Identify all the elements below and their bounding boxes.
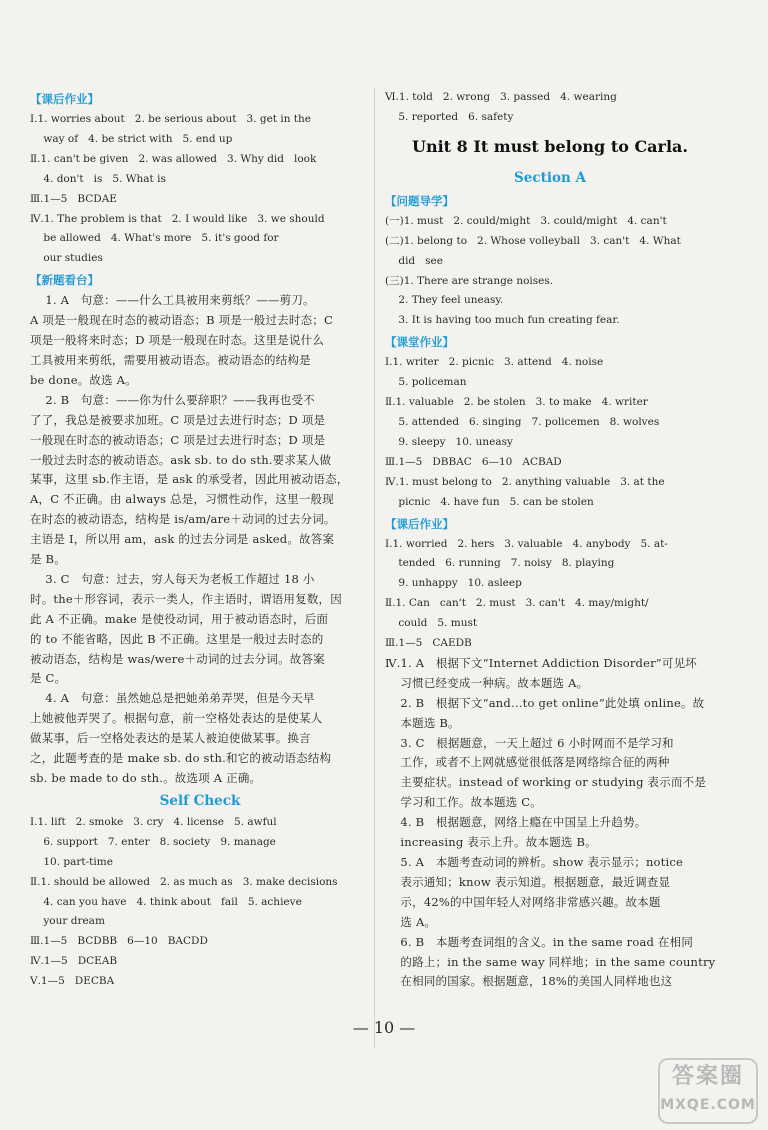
answer-line: Ⅰ.1. worried 2. hers 3. valuable 4. anybody 5. at- xyxy=(385,537,668,550)
answer-line: 9. sleepy 10. uneasy xyxy=(385,435,513,448)
answer-line: (二)1. belong to 2. Whose volleyball 3. can't 4. What xyxy=(385,234,681,247)
explanation-line: A，C 不正确。由 always 总是，习惯性动作，这里一般现 xyxy=(30,492,334,507)
explanation-line: 了了，我总是被要求加班。C 项是过去进行时态；D 项是 xyxy=(30,412,326,427)
explanation-line: 工作，或者不上网就感觉很低落是网络综合征的两种 xyxy=(385,755,670,770)
explanation-line: 6. B 本题考查词组的含义。in the same road 在相同 xyxy=(385,934,694,949)
answer-line: 9. unhappy 10. asleep xyxy=(385,577,522,590)
answer-line: Ⅲ.1—5 BCDBB 6—10 BACDD xyxy=(30,935,208,948)
answer-line: Ⅵ.1. told 2. wrong 3. passed 4. wearing xyxy=(385,91,617,103)
answer-line: Ⅱ.1. Can can't 2. must 3. can't 4. may/might/ xyxy=(385,597,649,610)
explanation-line: A 项是一般现在时态的被动语态；B 项是一般过去时态；C xyxy=(30,313,333,328)
section-tag: 【问题导学】 xyxy=(385,193,454,208)
section-tag: 【课后作业】 xyxy=(385,516,454,531)
unit-title: Unit 8 It must belong to Carla. xyxy=(412,136,688,156)
section-tag: 【新题看台】 xyxy=(30,273,99,288)
answer-line: did see xyxy=(385,254,443,267)
explanation-line: 4. B 根据题意，网络上瘾在中国呈上升趋势。 xyxy=(385,815,647,830)
answer-line: 4. don't is 5. What is xyxy=(30,172,166,185)
answer-line: Ⅰ.1. writer 2. picnic 3. attend 4. noise xyxy=(385,356,604,369)
explanation-line: 学习和工作。故本题选 C。 xyxy=(385,795,542,810)
answer-line: way of 4. be strict with 5. end up xyxy=(30,132,233,145)
explanation-line: 被动语态，结构是 was/were＋动词的过去分词。故答案 xyxy=(30,651,325,666)
explanation-line: 一般现在时态的被动语态；C 项是过去进行时态；D 项是 xyxy=(30,432,326,447)
explanation-line: 时。the＋形容词，表示一类人，作主语时，谓语用复数，因 xyxy=(30,591,342,606)
explanation-line: 主语是 I，所以用 am，ask 的过去分词是 asked。故答案 xyxy=(30,532,335,547)
answer-line: Ⅳ.1. The problem is that 2. I would like 3. we should xyxy=(30,212,325,225)
watermark-logo xyxy=(658,1058,758,1124)
explanation-line: 上她被他弄哭了。根据句意，前一空格处表达的是使某人 xyxy=(30,711,323,726)
explanation-line: 主要症状。instead of working or studying 表示而不是 xyxy=(385,775,707,790)
section-title: Section A xyxy=(514,169,586,186)
explanation-line: 1. A 句意：——什么工具被用来剪纸？——剪刀。 xyxy=(30,293,315,308)
answer-line: Ⅰ.1. lift 2. smoke 3. cry 4. license 5. awful xyxy=(30,815,277,828)
answer-line: Ⅳ.1—5 DCEAB xyxy=(30,955,118,968)
answer-line: Ⅲ.1—5 DBBAC 6—10 ACBAD xyxy=(385,455,562,468)
explanation-line: 的 to 不能省略，因此 B 不正确。这里是一般过去时态的 xyxy=(30,631,324,646)
section-tag: 【课堂作业】 xyxy=(385,335,454,350)
answer-line: 5. policeman xyxy=(385,376,467,389)
right-column xyxy=(385,88,715,992)
explanation-line: 在时态的被动语态，结构是 is/am/are＋动词的过去分词。 xyxy=(30,512,336,527)
explanation-line: sb. be made to do sth.。故选项 A 正确。 xyxy=(30,771,262,785)
section-title: Self Check xyxy=(159,792,241,809)
explanation-line: 在相同的国家。根据题意，18%的美国人同样地也这 xyxy=(385,974,673,989)
explanation-line: 2. B 句意：——你为什么要辞职？——我再也受不 xyxy=(30,392,315,407)
answer-line: your dream xyxy=(30,915,105,928)
answer-line: could 5. must xyxy=(385,617,478,630)
explanation-line: 是 B。 xyxy=(30,552,66,567)
answer-line: our studies xyxy=(30,252,103,265)
explanation-line: 某事，这里 sb.作主语，是 ask 的承受者，因此用被动语态， xyxy=(30,472,349,487)
answer-line: Ⅱ.1. should be allowed 2. as much as 3. make decisions xyxy=(30,875,338,888)
explanation-line: Ⅳ.1. A 根据下文“Internet Addiction Disorder”可见坏 xyxy=(385,655,697,670)
explanation-line: 本题选 B。 xyxy=(385,715,460,730)
explanation-line: 5. A 本题考查动词的辨析。show 表示显示；notice xyxy=(385,855,684,869)
answer-line: be allowed 4. What's more 5. it's good for xyxy=(30,232,279,245)
explanation-line: 的路上；in the same way 同样地；in the same country xyxy=(385,954,716,969)
answer-line: (一)1. must 2. could/might 3. could/might 4. can't xyxy=(385,214,667,227)
explanation-line: increasing 表示上升。故本题选 B。 xyxy=(385,835,597,850)
explanation-line: 此 A 不正确。make 是使役动词，用于被动语态时，后面 xyxy=(30,611,329,626)
answer-line: (三)1. There are strange noises. xyxy=(385,274,554,287)
answer-line: 5. attended 6. singing 7. policemen 8. wolves xyxy=(385,415,660,428)
answer-line: 4. can you have 4. think about fail 5. achieve xyxy=(30,895,302,908)
explanation-line: 3. C 根据题意，一天上超过 6 小时网而不是学习和 xyxy=(385,735,674,750)
explanation-line: 项是一般将来时态；D 项是一般现在时态。这里是说什么 xyxy=(30,333,325,348)
answer-line: 10. part-time xyxy=(30,855,113,868)
section-tag: 【课后作业】 xyxy=(30,92,99,106)
answer-line: Ⅱ.1. can't be given 2. was allowed 3. Why did look xyxy=(30,152,317,165)
answer-line: 5. reported 6. safety xyxy=(385,110,514,123)
explanation-line: 2. B 根据下文“and…to get online”此处填 online。故 xyxy=(385,695,705,710)
explanation-line: 表示通知；know 表示知道。根据题意，最近调查显 xyxy=(385,874,671,889)
answer-line: 2. They feel uneasy. xyxy=(385,294,504,307)
explanation-line: 之，此题考查的是 make sb. do sth.和它的被动语态结构 xyxy=(30,751,332,766)
answer-line: tended 6. running 7. noisy 8. playing xyxy=(385,557,615,570)
watermark-url: MXQE.COM xyxy=(660,1097,756,1113)
explanation-line: 3. C 句意：过去，穷人每天为老板工作超过 18 小 xyxy=(30,571,315,586)
answer-line: Ⅰ.1. worries about 2. be serious about 3. get in the xyxy=(30,113,312,125)
explanation-line: be done。故选 A。 xyxy=(30,372,137,387)
explanation-line: 一般过去时态的被动语态。ask sb. to do sth.要求某人做 xyxy=(30,452,332,467)
answer-line: Ⅳ.1. must belong to 2. anything valuable 3. at the xyxy=(385,475,665,488)
explanation-line: 做某事，后一空格处表达的是某人被迫使做某事。换言 xyxy=(30,731,311,746)
answer-line: 3. It is having too much fun creating fear. xyxy=(385,314,620,327)
answer-line: Ⅲ.1—5 BCDAE xyxy=(30,192,117,205)
explanation-line: 是 C。 xyxy=(30,671,67,686)
page-number: — 10 — xyxy=(352,1018,416,1037)
explanation-line: 示，42%的中国年轻人对网络非常感兴趣。故本题 xyxy=(385,894,661,909)
answer-line: Ⅴ.1—5 DECBA xyxy=(30,975,115,988)
explanation-line: 习惯已经变成一种病。故本题选 A。 xyxy=(385,675,589,690)
explanation-line: 4. A 句意：虽然她总是把她弟弟弄哭，但是今天早 xyxy=(30,691,315,706)
explanation-line: 工具被用来剪纸，需要用被动语态。被动语态的结构是 xyxy=(30,352,311,367)
left-column xyxy=(30,88,370,992)
answer-line: Ⅱ.1. valuable 2. be stolen 3. to make 4. writer xyxy=(385,396,648,409)
answer-line: Ⅲ.1—5 CAEDB xyxy=(385,637,472,650)
answer-line: 6. support 7. enter 8. society 9. manage xyxy=(30,835,276,848)
explanation-line: 选 A。 xyxy=(385,914,437,929)
answer-line: picnic 4. have fun 5. can be stolen xyxy=(385,495,594,508)
watermark-text: 答案圈 xyxy=(671,1064,744,1089)
column-divider xyxy=(374,88,375,1048)
